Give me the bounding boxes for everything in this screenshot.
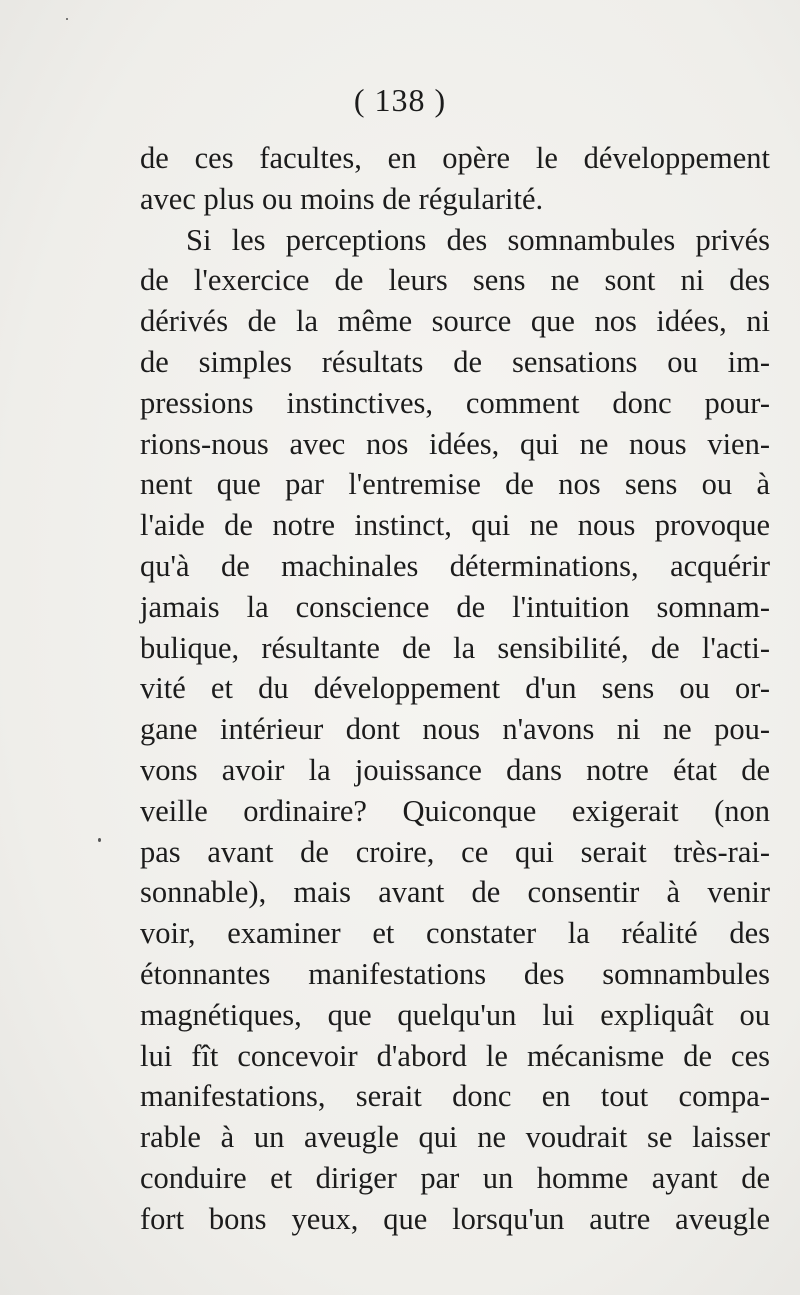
- text-line: étonnantes manifestations des somnambules: [140, 956, 770, 991]
- text-line: avec plus ou moins de régularité.: [140, 181, 544, 216]
- text-line: sonnable), mais avant de consentir à venir: [140, 875, 770, 910]
- text-line: pressions instinctives, comment donc pour-: [140, 385, 770, 420]
- text-line: de simples résultats de sensations ou im-: [140, 344, 770, 379]
- text-line: magnétiques, que quelqu'un lui expliquât ou: [140, 997, 770, 1032]
- text-line: rions-nous avec nos idées, qui ne nous vien-: [140, 426, 770, 461]
- text-line: jamais la conscience de l'intuition somnam-: [140, 589, 770, 624]
- text-line: voir, examiner et constater la réalité des: [140, 916, 770, 951]
- text-line: pas avant de croire, ce qui serait très-rai-: [140, 834, 770, 869]
- text-line: nent que par l'entremise de nos sens ou à: [140, 467, 770, 502]
- text-line: Si les perceptions des somnambules privés: [186, 222, 770, 257]
- text-line: vité et du développement d'un sens ou or-: [140, 671, 770, 706]
- text-line: fort bons yeux, que lorsqu'un autre aveugle: [140, 1201, 770, 1236]
- text-line: bulique, résultante de la sensibilité, de l'acti-: [140, 630, 770, 665]
- body-text: [140, 138, 770, 1240]
- text-line: l'aide de notre instinct, qui ne nous provoque: [140, 508, 770, 543]
- text-line: conduire et diriger par un homme ayant de: [140, 1160, 770, 1195]
- page-number: ( 138 ): [353, 82, 447, 118]
- text-line: de ces facultes, en opère le développement: [140, 141, 770, 175]
- text-line: gane intérieur dont nous n'avons ni ne pou-: [140, 712, 770, 747]
- text-line: de l'exercice de leurs sens ne sont ni des: [140, 263, 770, 298]
- text-line: dérivés de la même source que nos idées, ni: [140, 304, 770, 339]
- ink-speck: [66, 18, 68, 20]
- text-line: manifestations, serait donc en tout compa-: [140, 1079, 770, 1114]
- text-line: qu'à de machinales déterminations, acquérir: [140, 548, 770, 583]
- text-line: veille ordinaire? Quiconque exigerait (non: [140, 793, 770, 828]
- text-line: lui fît concevoir d'abord le mécanisme de ces: [140, 1038, 770, 1073]
- text-line: rable à un aveugle qui ne voudrait se laisser: [140, 1120, 770, 1155]
- ink-speck: [98, 838, 101, 842]
- text-line: vons avoir la jouissance dans notre état de: [140, 752, 770, 787]
